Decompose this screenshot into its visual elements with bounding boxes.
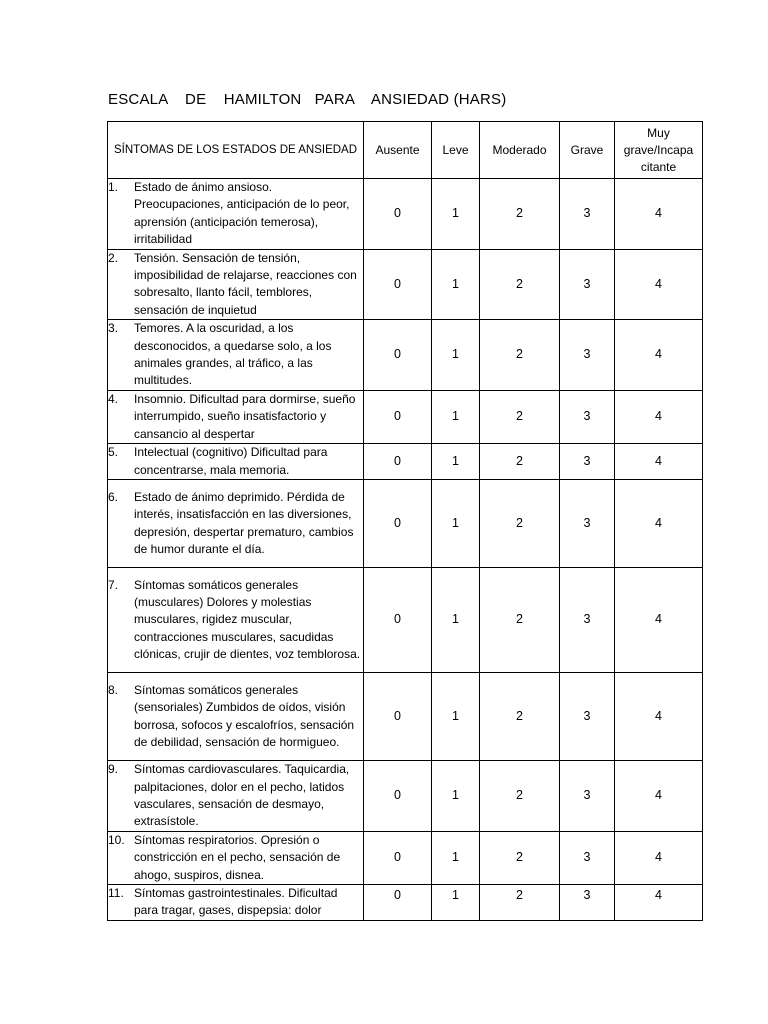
item-number: 8. <box>108 682 119 697</box>
score-absent: 0 <box>364 831 432 884</box>
score-very-severe: 4 <box>615 480 703 568</box>
symptom-cell <box>108 884 364 920</box>
symptom-cell <box>108 390 364 443</box>
score-absent: 0 <box>364 568 432 673</box>
item-number: 1. <box>108 180 119 194</box>
score-severe: 3 <box>560 444 615 480</box>
score-severe: 3 <box>560 390 615 443</box>
item-text: Estado de ánimo ansioso. Preocupaciones, anticipación de lo peor, aprensión (anticipación temerosa), irritabilidad <box>134 180 350 247</box>
score-absent: 0 <box>364 179 432 250</box>
score-moderate: 2 <box>480 480 560 568</box>
score-very-severe: 4 <box>615 390 703 443</box>
table-row <box>108 831 703 884</box>
table-row <box>108 179 703 250</box>
item-text: Tensión. Sensación de tensión, imposibilidad de relajarse, reacciones con sobresalto, llanto fácil, temblores, sensación de inquietud <box>134 250 357 317</box>
score-absent: 0 <box>364 390 432 443</box>
score-absent: 0 <box>364 444 432 480</box>
symptom-cell <box>108 761 364 832</box>
score-moderate: 2 <box>480 884 560 920</box>
symptom-cell <box>108 673 364 761</box>
score-severe: 3 <box>560 673 615 761</box>
score-moderate: 2 <box>480 673 560 761</box>
score-mild: 1 <box>432 249 480 320</box>
score-severe: 3 <box>560 179 615 250</box>
item-text: Síntomas gastrointestinales. Dificultad para tragar, gases, dispepsia: dolor <box>134 886 338 918</box>
score-mild: 1 <box>432 568 480 673</box>
score-very-severe: 4 <box>615 761 703 832</box>
item-text: Estado de ánimo deprimido. Pérdida de interés, insatisfacción en las diversiones, depresión, despertar prematuro, cambios de humor durante el día. <box>134 489 354 556</box>
header-moderate: Moderado <box>480 122 560 179</box>
score-moderate: 2 <box>480 831 560 884</box>
item-text: Temores. A la oscuridad, a los desconocidos, a quedarse solo, a los animales grandes, al tráfico, a las multitudes. <box>134 321 332 388</box>
score-absent: 0 <box>364 884 432 920</box>
score-moderate: 2 <box>480 568 560 673</box>
score-very-severe: 4 <box>615 831 703 884</box>
item-text: Intelectual (cognitivo) Dificultad para concentrarse, mala memoria. <box>134 445 328 477</box>
hamilton-anxiety-table <box>107 121 703 921</box>
score-mild: 1 <box>432 673 480 761</box>
item-text: Síntomas respiratorios. Opresión o constricción en el pecho, sensación de ahogo, suspiros, disnea. <box>134 832 341 882</box>
score-absent: 0 <box>364 480 432 568</box>
symptom-cell <box>108 831 364 884</box>
score-moderate: 2 <box>480 179 560 250</box>
item-number: 7. <box>108 577 119 592</box>
score-very-severe: 4 <box>615 320 703 391</box>
table-row <box>108 249 703 320</box>
score-mild: 1 <box>432 480 480 568</box>
symptom-cell <box>108 568 364 673</box>
item-text: Síntomas somáticos generales (sensoriales) Zumbidos de oídos, visión borrosa, sofocos y escalofríos, sensación de debilidad, sensación de hormigueo. <box>134 682 355 749</box>
header-symptoms: SÍNTOMAS DE LOS ESTADOS DE ANSIEDAD <box>108 122 364 179</box>
item-text: Síntomas cardiovasculares. Taquicardia, palpitaciones, dolor en el pecho, latidos vasculares, sensación de desmayo, extrasístole. <box>134 762 350 829</box>
score-severe: 3 <box>560 320 615 391</box>
table-row <box>108 480 703 568</box>
symptom-cell <box>108 444 364 480</box>
item-text: Insomnio. Dificultad para dormirse, sueño interrumpido, sueño insatisfactorio y cansancio al despertar <box>134 391 356 441</box>
header-very-severe: Muy grave/Incapa citante <box>615 122 703 179</box>
table-row <box>108 320 703 391</box>
score-severe: 3 <box>560 249 615 320</box>
table-row <box>108 568 703 673</box>
item-number: 4. <box>108 391 119 406</box>
score-absent: 0 <box>364 249 432 320</box>
header-severe: Grave <box>560 122 615 179</box>
score-severe: 3 <box>560 761 615 832</box>
table-row <box>108 884 703 920</box>
table-row <box>108 444 703 480</box>
table-row <box>108 673 703 761</box>
score-very-severe: 4 <box>615 568 703 673</box>
item-number: 11. <box>108 886 124 901</box>
score-mild: 1 <box>432 884 480 920</box>
score-mild: 1 <box>432 179 480 250</box>
document-title: ESCALA DE HAMILTON PARA ANSIEDAD (HARS) <box>108 91 507 108</box>
score-very-severe: 4 <box>615 444 703 480</box>
score-mild: 1 <box>432 320 480 391</box>
item-text: Síntomas somáticos generales (musculares) Dolores y molestias musculares, rigidez muscular, contracciones musculares, sacudidas clónicas, crujir de dientes, voz temblorosa. <box>134 577 361 662</box>
score-very-severe: 4 <box>615 249 703 320</box>
item-number: 3. <box>108 321 119 336</box>
score-moderate: 2 <box>480 444 560 480</box>
score-mild: 1 <box>432 390 480 443</box>
score-mild: 1 <box>432 761 480 832</box>
symptom-cell <box>108 249 364 320</box>
table-row <box>108 761 703 832</box>
score-moderate: 2 <box>480 249 560 320</box>
score-severe: 3 <box>560 568 615 673</box>
score-moderate: 2 <box>480 320 560 391</box>
score-very-severe: 4 <box>615 884 703 920</box>
symptom-cell <box>108 179 364 250</box>
item-number: 10. <box>108 832 125 847</box>
score-severe: 3 <box>560 884 615 920</box>
item-number: 9. <box>108 762 119 777</box>
header-absent: Ausente <box>364 122 432 179</box>
item-number: 2. <box>108 250 119 265</box>
item-number: 5. <box>108 445 119 460</box>
symptom-cell <box>108 320 364 391</box>
score-absent: 0 <box>364 320 432 391</box>
item-number: 6. <box>108 489 119 504</box>
score-absent: 0 <box>364 673 432 761</box>
score-severe: 3 <box>560 480 615 568</box>
symptom-cell <box>108 480 364 568</box>
header-mild: Leve <box>432 122 480 179</box>
score-moderate: 2 <box>480 390 560 443</box>
score-mild: 1 <box>432 831 480 884</box>
score-severe: 3 <box>560 831 615 884</box>
score-mild: 1 <box>432 444 480 480</box>
score-moderate: 2 <box>480 761 560 832</box>
table-header-row <box>108 122 703 179</box>
score-very-severe: 4 <box>615 179 703 250</box>
score-absent: 0 <box>364 761 432 832</box>
table-row <box>108 390 703 443</box>
score-very-severe: 4 <box>615 673 703 761</box>
